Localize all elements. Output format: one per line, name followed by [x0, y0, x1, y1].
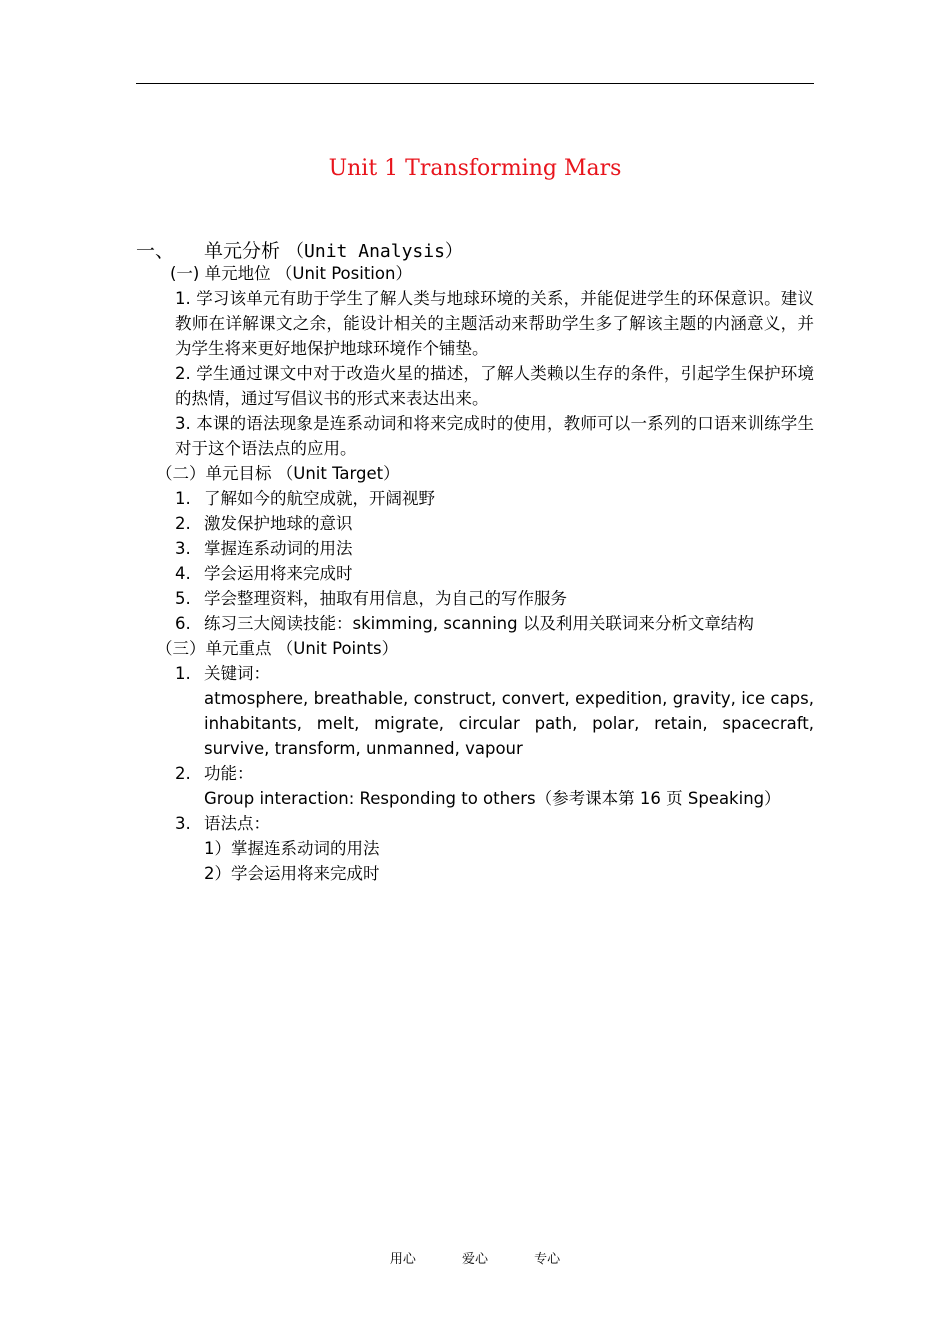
section-title-en: （Unit Analysis）	[286, 241, 463, 262]
footer-word: 专心	[534, 1252, 561, 1267]
function-text: Group interaction: Responding to others（参考课本第 16 页 Speaking）	[204, 789, 781, 808]
section-number: 一、	[136, 240, 175, 262]
keywords-label: 关键词：	[204, 664, 270, 683]
points-item-number: 2.	[175, 764, 191, 783]
page-footer	[0, 1248, 950, 1267]
target-item-text: 学会整理资料，抽取有用信息，为自己的写作服务	[204, 589, 567, 608]
position-paragraph-1: 1. 学习该单元有助于学生了解人类与地球环境的关系，并能促进学生的环保意识。建议教师在详解课文之余，能设计相关的主题活动来帮助学生多了解该主题的内涵意义，并为学生将来更好地保护地球环境作个铺垫。	[175, 289, 814, 358]
target-item-number: 4.	[175, 564, 191, 583]
section-heading	[136, 236, 463, 263]
position-heading: (一) 单元地位 （Unit Position）	[170, 264, 412, 283]
target-heading: （二）单元目标 （Unit Target）	[156, 464, 400, 483]
target-item-text: 了解如今的航空成就，开阔视野	[204, 489, 435, 508]
points-item-number: 1.	[175, 664, 191, 683]
footer-word: 爱心	[461, 1252, 488, 1267]
position-paragraph-3: 3. 本课的语法现象是连系动词和将来完成时的使用，教师可以一系列的口语来训练学生对于这个语法点的应用。	[175, 414, 814, 458]
position-paragraph-2: 2. 学生通过课文中对于改造火星的描述，了解人类赖以生存的条件，引起学生保护环境的热情，通过写倡议书的形式来表达出来。	[175, 364, 814, 408]
target-item-number: 5.	[175, 589, 191, 608]
target-item-text: 激发保护地球的意识	[204, 514, 353, 533]
document-title: Unit 1 Transforming Mars	[328, 156, 622, 181]
grammar-point-1: 1）掌握连系动词的用法	[204, 839, 380, 858]
target-item-number: 1.	[175, 489, 191, 508]
footer-word: 用心	[389, 1252, 416, 1267]
target-item-text: 掌握连系动词的用法	[204, 539, 353, 558]
function-label: 功能：	[204, 764, 254, 783]
grammar-label: 语法点：	[204, 814, 270, 833]
target-item-text: 练习三大阅读技能：skimming, scanning 以及利用关联词来分析文章结构	[204, 614, 754, 633]
grammar-point-2: 2）学会运用将来完成时	[204, 864, 380, 883]
points-item-number: 3.	[175, 814, 191, 833]
target-item-number: 2.	[175, 514, 191, 533]
header-rule	[136, 83, 814, 84]
target-item-number: 3.	[175, 539, 191, 558]
target-item-number: 6.	[175, 614, 191, 633]
keywords-list: atmosphere, breathable, construct, convert, expedition, gravity, ice caps, inhabitants, melt, migrate, circular path, polar, retain, spacecraft, survive, transform, unmanned, vapour	[204, 689, 814, 758]
section-title: 单元分析	[204, 240, 287, 262]
points-heading: （三）单元重点 （Unit Points）	[156, 639, 399, 658]
target-item-text: 学会运用将来完成时	[204, 564, 353, 583]
